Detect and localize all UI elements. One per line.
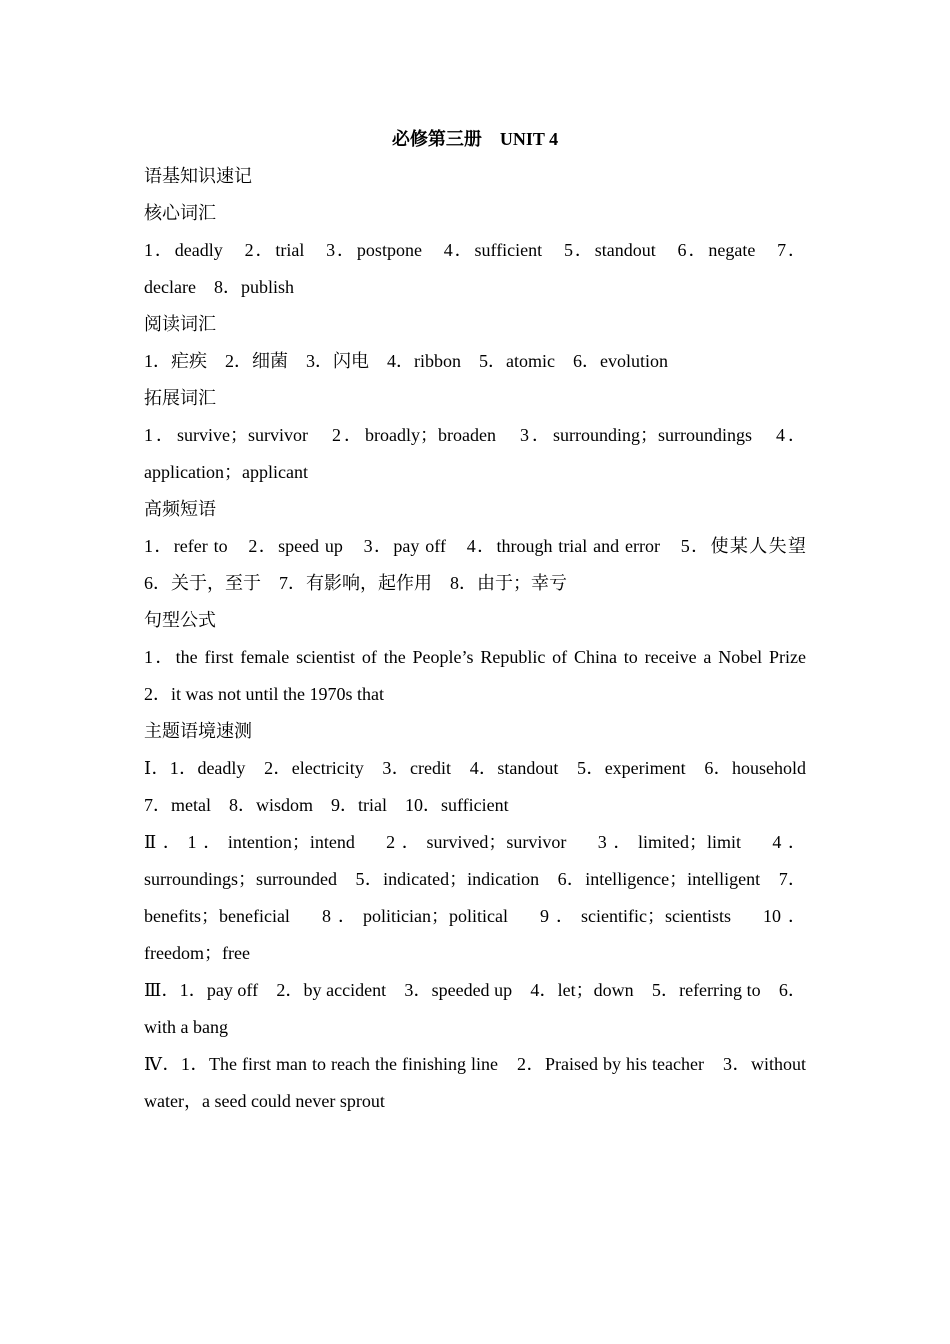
core-vocab-answers: 1．deadly 2．trial 3．postpone 4．sufficient 5．standout 6．negate 7．declare 8．publish (144, 240, 806, 297)
section-heading-sentence: 句型公式 (144, 610, 216, 631)
extended-vocab-answers: 1．survive；survivor 2．broadly；broaden 3．surrounding；surroundings 4．application；applicant (144, 425, 806, 482)
theme-part-3: Ⅲ．1．pay off 2．by accident 3．speeded up 4．let；down 5．referring to 6．with a bang (144, 980, 806, 1037)
section-heading-extended-vocab: 拓展词汇 (144, 388, 216, 409)
theme-part-4: Ⅳ．1．The first man to reach the finishing line 2．Praised by his teacher 3．without water，a seed could never sprout (144, 1054, 806, 1111)
document-page (144, 0, 824, 1120)
page-title: 必修第三册 UNIT 4 (391, 129, 559, 149)
section-heading-basics: 语基知识速记 (144, 166, 252, 187)
section-heading-core-vocab: 核心词汇 (144, 203, 216, 224)
phrases-answers: 1．refer to 2．speed up 3．pay off 4．through trial and error 5．使某人失望 6．关于，至于 7．有影响，起作用 8．由于；幸亏 (144, 536, 824, 593)
section-heading-phrases: 高频短语 (144, 499, 216, 520)
section-heading-theme: 主题语境速测 (144, 721, 252, 742)
section-heading-reading-vocab: 阅读词汇 (144, 314, 216, 335)
theme-part-1: Ⅰ．1．deadly 2．electricity 3．credit 4．standout 5．experiment 6．household 7．metal 8．wisdom 9．trial 10．sufficient (144, 758, 824, 815)
sentence-answers: 1．the first female scientist of the People’s Republic of China to receive a Nobel Prize 2．it was not until the 1970s that (144, 647, 824, 704)
theme-part-2: Ⅱ．1．intention；intend 2．survived；survivor 3．limited；limit 4．surroundings；surrounded 5．indicated；indication 6．intelligence；intelligent 7．benefits；beneficial 8．politician；political 9．scientific；scientists 10．freedom；free (144, 832, 806, 963)
reading-vocab-answers: 1．疟疾 2．细菌 3．闪电 4．ribbon 5．atomic 6．evolution (144, 351, 668, 371)
